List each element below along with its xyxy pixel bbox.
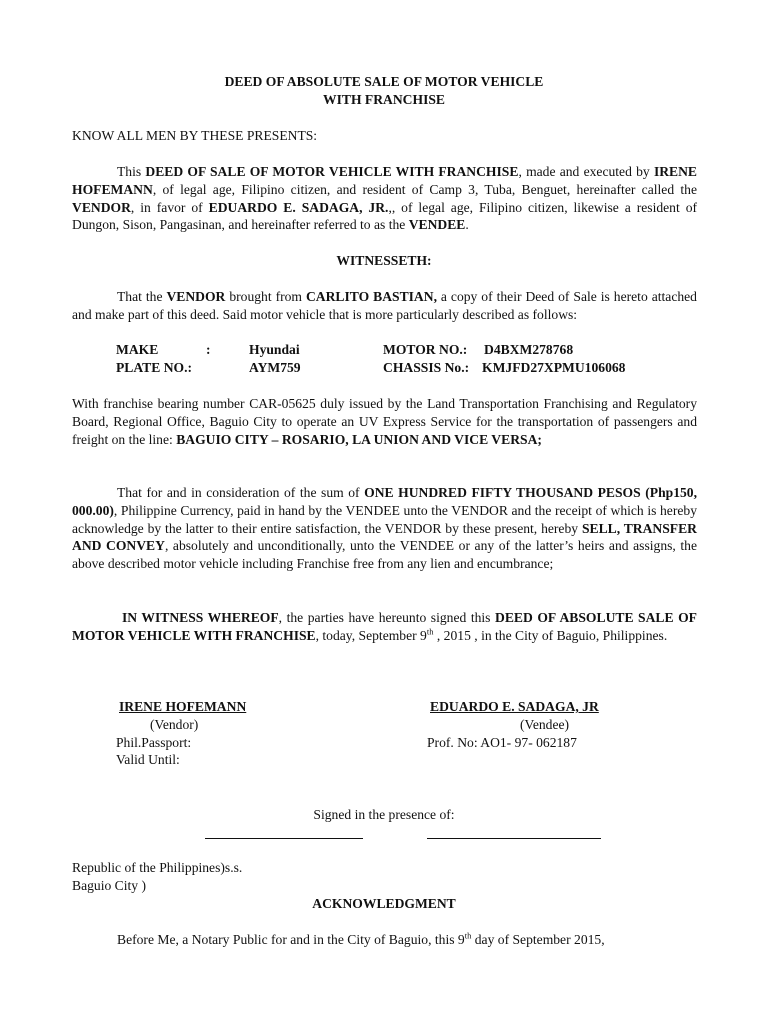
previous-owner: CARLITO BASTIAN,	[305, 289, 437, 304]
text: , today, September 9	[315, 627, 427, 643]
plate-label: PLATE NO.:	[116, 360, 193, 375]
paragraph-acknowledgment	[72, 931, 697, 949]
vendee-term: VENDEE	[408, 217, 466, 233]
text: Before Me, a Notary Public for and in the City of Baguio, this 9	[117, 932, 465, 947]
vendor-name: IRENE HOFEMANN	[72, 164, 697, 197]
vendor-term: VENDOR	[166, 289, 226, 304]
motor-label: MOTOR NO.:	[383, 342, 468, 357]
paragraph-parties	[72, 163, 697, 234]
venue-block	[72, 859, 242, 895]
deed-name: DEED OF ABSOLUTE SALE OF MOTOR VEHICLE WITH FRANCHISE	[72, 610, 697, 643]
conveyance-terms: SELL, TRANSFER AND CONVEY	[72, 520, 697, 554]
witness-signature-line-1	[205, 838, 363, 839]
text: ,, of legal age, Filipino citizen, likewise a resident of Dungon, Sison, Pangasinan, and hereinafter referred to as the	[72, 199, 698, 233]
make-colon: :	[206, 342, 211, 357]
make-label: MAKE	[116, 342, 159, 357]
chassis-value: KMJFD27XPMU106068	[482, 360, 626, 375]
text: , the parties have hereunto signed this	[278, 610, 496, 625]
text: , 2015 , in the City of Baguio, Philippines.	[433, 627, 668, 643]
vendor-term: VENDOR	[72, 199, 131, 215]
title-line-1: DEED OF ABSOLUTE SALE OF MOTOR VEHICLE	[224, 74, 544, 89]
witness-signature-line-2	[427, 838, 601, 839]
plate-value: AYM759	[249, 360, 301, 375]
vendor-signature-name: IRENE HOFEMANN	[119, 699, 247, 714]
chassis-label: CHASSIS No.:	[383, 360, 470, 375]
text: brought from	[225, 289, 306, 304]
text: That the	[117, 289, 167, 304]
vendor-signature-block	[116, 698, 246, 769]
ordinal-suffix: th	[464, 930, 472, 941]
vendee-signature-name: EDUARDO E. SADAGA, JR	[430, 699, 599, 714]
paragraph-consideration	[72, 484, 697, 573]
text: a copy of their Deed of Sale is hereto attached and make part of this deed. Said motor vehicle that is more particularly described as follows:	[72, 289, 697, 322]
witness-whereof: IN WITNESS WHEREOF	[122, 610, 279, 625]
text: , absolutely and unconditionally, unto the VENDEE or any of the latter’s heirs and assigns, the above described motor vehicle including Franchise free from any lien and encumbrance;	[72, 538, 697, 572]
text: , made and executed by	[518, 164, 654, 179]
vendee-name: EDUARDO E. SADAGA, JR.	[208, 199, 389, 215]
text: This	[117, 164, 146, 179]
text: day of September 2015,	[471, 932, 605, 947]
text: That for and in consideration of the sum of	[117, 485, 365, 500]
signed-in-presence: Signed in the presence of:	[313, 807, 455, 822]
text: , in favor of	[130, 199, 209, 215]
paragraph-witness-whereof	[72, 609, 697, 645]
vendor-passport: Phil.Passport:	[116, 734, 192, 750]
witnesseth-heading: WITNESSETH:	[336, 253, 432, 268]
text: , Philippine Currency, paid in hand by the VENDEE unto the VENDOR and the receipt of which is hereby acknowledge by the latter to their entire satisfaction, the VENDOR by these present, hereby	[72, 502, 697, 536]
vendor-valid-until: Valid Until:	[116, 752, 180, 768]
make-value: Hyundai	[249, 342, 300, 357]
acknowledgment-heading: ACKNOWLEDGMENT	[312, 896, 456, 911]
text: With franchise bearing number CAR-05625 duly issued by the Land Transportation Franchising and Regulatory Board, Regional Office, Baguio City to operate an UV Express Service for the transportation of passengers and freight on the line:	[72, 396, 697, 447]
title-line-2: WITH FRANCHISE	[323, 91, 445, 107]
deed-name: DEED OF SALE OF MOTOR VEHICLE WITH FRANCHISE	[145, 164, 519, 179]
vendee-signature-block	[427, 698, 599, 751]
motor-value: D4BXM278768	[484, 342, 574, 357]
paragraph-franchise	[72, 395, 697, 448]
route-line: BAGUIO CITY – ROSARIO, LA UNION AND VICE VERSA;	[176, 431, 542, 447]
vendee-prof-no: Prof. No: AO1- 97- 062187	[427, 734, 577, 750]
sale-amount: ONE HUNDRED FIFTY THOUSAND PESOS (Php150, 000.00)	[72, 485, 697, 518]
venue-republic: Republic of the Philippines)s.s.	[72, 860, 243, 875]
text: .	[465, 217, 469, 233]
document-title	[0, 73, 768, 109]
vendee-role: (Vendee)	[520, 716, 570, 732]
vendor-role: (Vendor)	[150, 716, 199, 732]
venue-city: Baguio City )	[72, 877, 147, 893]
paragraph-source	[72, 288, 697, 324]
text: , of legal age, Filipino citizen, and resident of Camp 3, Tuba, Benguet, hereinafter called the	[152, 181, 697, 197]
intro-line: KNOW ALL MEN BY THESE PRESENTS:	[72, 128, 318, 143]
ordinal-suffix: th	[426, 626, 434, 637]
